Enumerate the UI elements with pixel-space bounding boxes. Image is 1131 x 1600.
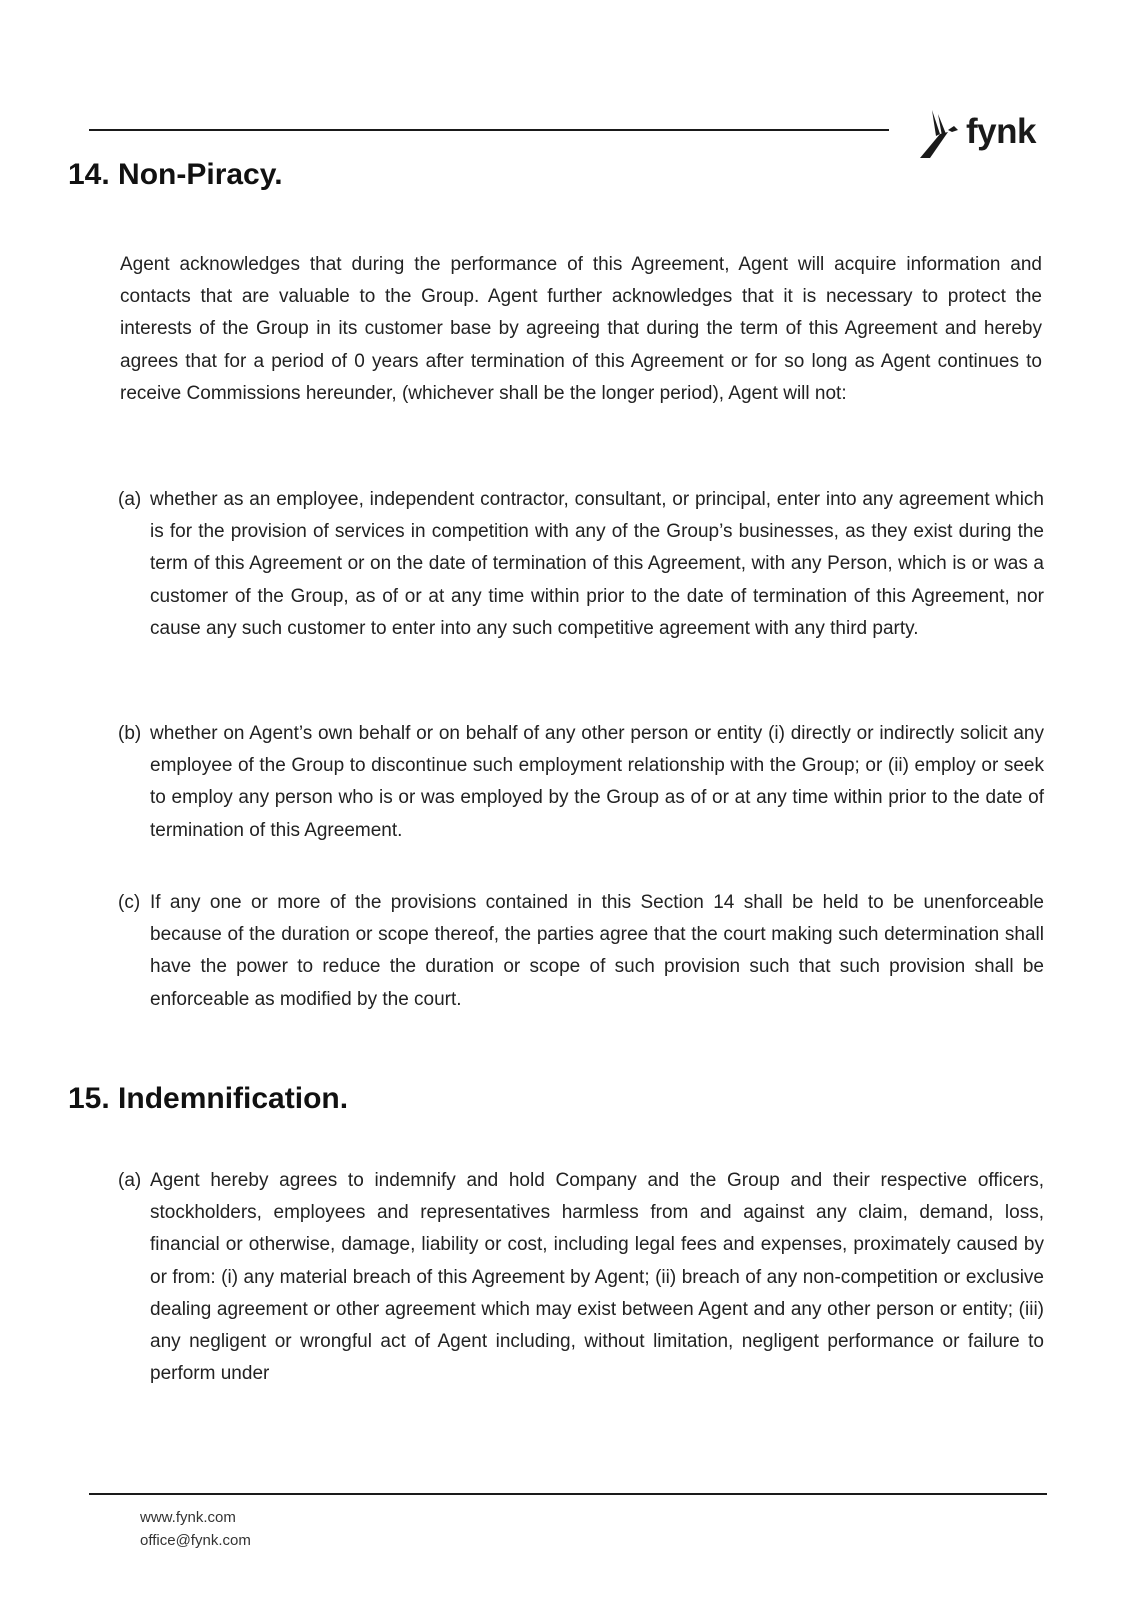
section-14-heading: 14. Non-Piracy.	[68, 158, 283, 191]
footer-email: office@fynk.com	[140, 1532, 251, 1549]
header-divider	[89, 129, 889, 131]
clause-14c	[118, 887, 1044, 1016]
clause-marker: (c)	[118, 892, 141, 913]
section-15-heading: 15. Indemnification.	[68, 1082, 349, 1115]
logo-wordmark: fynk	[966, 112, 1036, 151]
fynk-bird-icon	[918, 108, 964, 160]
fynk-logo	[918, 106, 1048, 162]
clause-text: whether on Agent’s own behalf or on behalf of any other person or entity (i) directly or indirectly solicit any employee of the Group to discontinue such employment relationship with the Group; or (ii) employ or seek to employ any person who is or was employed by the Group as of or at any time within prior to the date of termination of this Agreement.	[150, 723, 1044, 841]
clause-marker: (a)	[118, 1170, 142, 1191]
clause-14a	[118, 484, 1044, 645]
section-14-intro: Agent acknowledges that during the performance of this Agreement, Agent will acquire information and contacts that are valuable to the Group. Agent further acknowledges that it is necessary to protect the interests of the Group in its customer base by agreeing that during the term of this Agreement and hereby agrees that for a period of 0 years after termination of this Agreement or for so long as Agent continues to receive Commissions hereunder, (whichever shall be the longer period), Agent will not:	[120, 254, 1042, 404]
clause-text: If any one or more of the provisions contained in this Section 14 shall be held to be unenforceable because of the duration or scope thereof, the parties agree that the court making such determination shall have the power to reduce the duration or scope of such provision such that such provision shall be enforceable as modified by the court.	[150, 892, 1044, 1010]
footer	[140, 1506, 251, 1552]
clause-text: whether as an employee, independent contractor, consultant, or principal, enter into any agreement which is for the provision of services in competition with any of the Group’s businesses, as they exist during the term of this Agreement or on the date of termination of this Agreement, with any Person, which is or was a customer of the Group, as of or at any time within prior to the date of termination of this Agreement, nor cause any such customer to enter into any such competitive agreement with any third party.	[150, 489, 1044, 639]
footer-divider	[89, 1493, 1047, 1495]
clause-14b	[118, 718, 1044, 847]
clause-marker: (a)	[118, 489, 142, 510]
clause-text: Agent hereby agrees to indemnify and hold Company and the Group and their respective officers, stockholders, employees and representatives harmless from and against any claim, demand, loss, financial or otherwise, damage, liability or cost, including legal fees and expenses, proximately caused by or from: (i) any material breach of this Agreement by Agent; (ii) breach of any non-competition or exclusive dealing agreement or other agreement which may exist between Agent and any other person or entity; (iii) any negligent or wrongful act of Agent including, without limitation, negligent performance or failure to perform under	[150, 1170, 1044, 1385]
clause-15a	[118, 1165, 1044, 1390]
clause-marker: (b)	[118, 723, 142, 744]
footer-website: www.fynk.com	[140, 1509, 236, 1526]
